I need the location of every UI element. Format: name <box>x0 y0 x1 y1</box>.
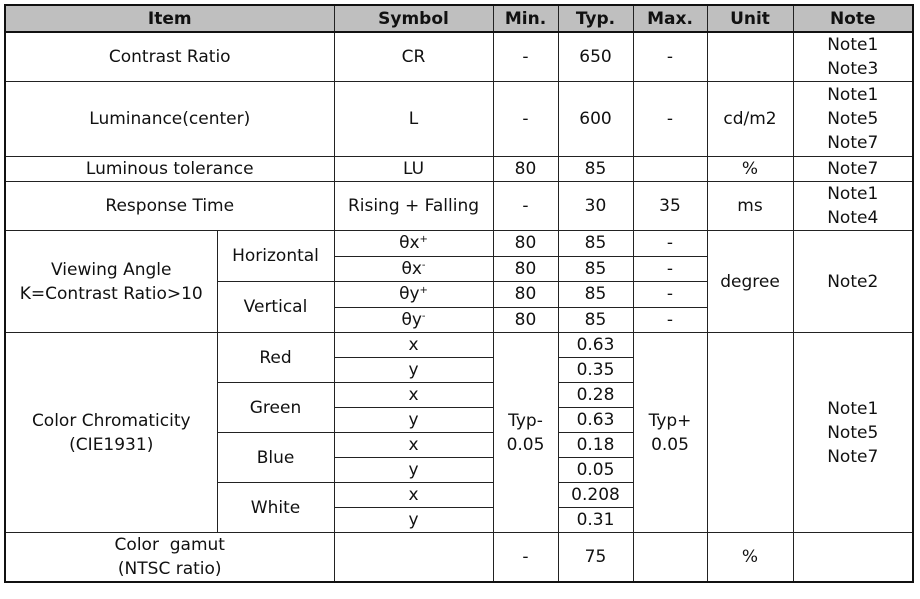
header-symbol: Symbol <box>334 5 493 32</box>
luminous-tolerance-item: Luminous tolerance <box>5 157 334 182</box>
chromaticity-unit <box>707 333 793 533</box>
header-min: Min. <box>493 5 558 32</box>
header-typ: Typ. <box>558 5 633 32</box>
note-line: Note1 <box>827 398 879 419</box>
luminous-tolerance-unit: % <box>707 157 793 182</box>
luminance-symbol: L <box>334 82 493 157</box>
viewing-min: 80 <box>493 256 558 282</box>
header-max: Max. <box>633 5 707 32</box>
chromaticity-label: Color Chromaticity <box>31 410 191 431</box>
color-gamut-item <box>5 533 334 583</box>
viewing-angle-unit: degree <box>707 231 793 333</box>
chromaticity-symbol: x <box>334 483 493 508</box>
header-note: Note <box>793 5 913 32</box>
luminance-row <box>5 82 913 157</box>
response-time-max: 35 <box>633 182 707 231</box>
viewing-min: 80 <box>493 307 558 333</box>
color-gamut-symbol <box>334 533 493 583</box>
color-gamut-label: Color gamut <box>114 535 225 555</box>
luminance-min: - <box>493 82 558 157</box>
chromaticity-max <box>633 333 707 533</box>
chromaticity-typ: 0.208 <box>558 483 633 508</box>
luminance-note <box>793 82 913 157</box>
note-line: Note7 <box>827 446 879 467</box>
chromaticity-color-name: White <box>217 483 334 533</box>
contrast-ratio-typ: 650 <box>558 32 633 82</box>
chromaticity-typ: 0.31 <box>558 508 633 533</box>
chromaticity-symbol: y <box>334 408 493 433</box>
viewing-symbol: θx+ <box>334 231 493 257</box>
color-gamut-min: - <box>493 533 558 583</box>
luminance-max: - <box>633 82 707 157</box>
luminous-tolerance-symbol: LU <box>334 157 493 182</box>
response-time-note <box>793 182 913 231</box>
chromaticity-typ: 0.63 <box>558 333 633 358</box>
response-time-item: Response Time <box>5 182 334 231</box>
viewing-typ: 85 <box>558 282 633 308</box>
viewing-angle-note: Note2 <box>793 231 913 333</box>
response-time-symbol: Rising + Falling <box>334 182 493 231</box>
contrast-ratio-row <box>5 32 913 82</box>
viewing-angle-label: Viewing Angle <box>51 259 172 280</box>
color-gamut-unit: % <box>707 533 793 583</box>
response-time-typ: 30 <box>558 182 633 231</box>
color-gamut-ratio: (NTSC ratio) <box>117 559 222 579</box>
chromaticity-typ: 0.05 <box>558 458 633 483</box>
response-time-min: - <box>493 182 558 231</box>
viewing-max: - <box>633 231 707 257</box>
color-gamut-row <box>5 533 913 583</box>
luminous-tolerance-min: 80 <box>493 157 558 182</box>
chromaticity-min-line: Typ- <box>508 410 543 431</box>
chromaticity-item <box>5 333 217 533</box>
color-gamut-max <box>633 533 707 583</box>
chromaticity-min <box>493 333 558 533</box>
note-line: Note3 <box>827 59 879 79</box>
luminance-item: Luminance(center) <box>5 82 334 157</box>
luminous-tolerance-row <box>5 157 913 182</box>
viewing-min: 80 <box>493 231 558 257</box>
contrast-ratio-symbol: CR <box>334 32 493 82</box>
viewing-vertical: Vertical <box>217 282 334 333</box>
chromaticity-color-name: Red <box>217 333 334 383</box>
note-line: Note5 <box>827 422 879 443</box>
luminous-tolerance-typ: 85 <box>558 157 633 182</box>
chromaticity-symbol: y <box>334 508 493 533</box>
chromaticity-symbol: x <box>334 383 493 408</box>
chromaticity-standard: (CIE1931) <box>69 434 154 455</box>
contrast-ratio-note <box>793 32 913 82</box>
chromaticity-note <box>793 333 913 533</box>
viewing-min: 80 <box>493 282 558 308</box>
viewing-symbol: θy+ <box>334 282 493 308</box>
note-line: Note1 <box>827 184 879 204</box>
viewing-max: - <box>633 307 707 333</box>
viewing-typ: 85 <box>558 231 633 257</box>
viewing-max: - <box>633 282 707 308</box>
header-unit: Unit <box>707 5 793 32</box>
color-gamut-note <box>793 533 913 583</box>
chromaticity-row <box>5 333 913 358</box>
note-line: Note4 <box>827 208 879 228</box>
color-gamut-typ: 75 <box>558 533 633 583</box>
luminous-tolerance-max <box>633 157 707 182</box>
note-line: Note5 <box>827 109 879 129</box>
luminance-unit: cd/m2 <box>707 82 793 157</box>
header-item: Item <box>5 5 334 32</box>
contrast-ratio-item: Contrast Ratio <box>5 32 334 82</box>
viewing-angle-item <box>5 231 217 333</box>
response-time-row <box>5 182 913 231</box>
note-line: Note1 <box>827 85 879 105</box>
chromaticity-symbol: y <box>334 358 493 383</box>
viewing-symbol: θx- <box>334 256 493 282</box>
note-line: Note7 <box>827 133 879 153</box>
contrast-ratio-min: - <box>493 32 558 82</box>
contrast-ratio-unit <box>707 32 793 82</box>
viewing-symbol: θy- <box>334 307 493 333</box>
response-time-unit: ms <box>707 182 793 231</box>
chromaticity-symbol: x <box>334 333 493 358</box>
chromaticity-symbol: x <box>334 433 493 458</box>
viewing-angle-row <box>5 231 913 257</box>
chromaticity-max-line: 0.05 <box>651 434 689 455</box>
chromaticity-min-line: 0.05 <box>506 434 545 455</box>
specification-table <box>4 4 914 583</box>
chromaticity-color-name: Green <box>217 383 334 433</box>
note-line: Note1 <box>827 35 879 55</box>
luminous-tolerance-note: Note7 <box>793 157 913 182</box>
chromaticity-color-name: Blue <box>217 433 334 483</box>
luminance-typ: 600 <box>558 82 633 157</box>
viewing-angle-condition: K=Contrast Ratio>10 <box>19 283 203 304</box>
chromaticity-typ: 0.35 <box>558 358 633 383</box>
header-row <box>5 5 913 32</box>
chromaticity-typ: 0.63 <box>558 408 633 433</box>
viewing-typ: 85 <box>558 256 633 282</box>
chromaticity-typ: 0.28 <box>558 383 633 408</box>
chromaticity-max-line: Typ+ <box>648 410 692 431</box>
viewing-typ: 85 <box>558 307 633 333</box>
contrast-ratio-max: - <box>633 32 707 82</box>
chromaticity-typ: 0.18 <box>558 433 633 458</box>
viewing-horizontal: Horizontal <box>217 231 334 282</box>
chromaticity-symbol: y <box>334 458 493 483</box>
viewing-max: - <box>633 256 707 282</box>
